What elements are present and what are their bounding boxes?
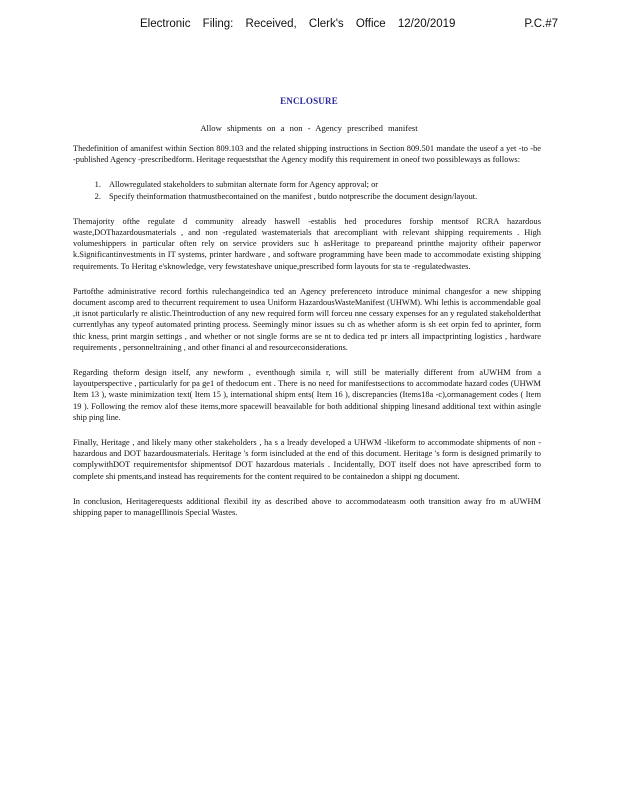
conclusion-paragraph: In conclusion, Heritagerequests additional flexibil ity as described above to accommodateasm ooth transition away fro m aUWHM shipping paper to manageIllinois Special Wastes. [73,496,541,518]
body-paragraph: Finally, Heritage , and likely many other stakeholders , ha s a lready developed a UHWM -likeform to accommodate shipments of non -hazardous and DOT hazardousmaterials. Heritage 's form isincluded at the end of this document. Heritage 's form is designed primarily to complywithDOT requirementsfor shipmentsof DOT hazardous materials . Incidentally, DOT itself does not have aprescribed form to complete shi pments,and instead has requirements for the content required to be containedon a shippi ng document. [73,438,541,481]
document-body [73,143,541,532]
intro-paragraph: Thedefinition of amanifest within Section 809.103 and the related shipping instructions in Section 809.501 mandate the useof a yet -to -be -published Agency -prescribedform. Heritage requeststhat the Agency modify this requirement in oneof two possibleways as follows: [73,144,541,165]
options-list [73,179,541,201]
document-subtitle: Allow shipments on a non - Agency prescribed manifest [200,123,418,133]
body-paragraph: Regarding theform design itself, any newform , eventhough simila r, will still be materially different from aUWHM from a layoutperspective , particularly for pa ge1 of thedocum ent . There is no need for manifestsections to accommodate hazard codes (UHWM Item 13 ), waste minimization text( Item 15 ), international shipm ents( Item 16 ), discrepancies (Items18a -c),ormanagement codes ( Item 19 ). Following the remov alof these items,more spacewill beavailable for both additional shipping linesand additional text within asingle ship ping line. [73,368,541,422]
public-comment-number: P.C.#7 [524,18,558,30]
body-paragraph: Themajority ofthe regulate d community already haswell -establis hed procedures forship mentsof RCRA hazardous waste,DOThazardousmaterials , and non -regulated wastematerials that arecompliant with relevant shipping requirements . High volumeshippers in particular often rely on service providers suc h asHeritage to prepareand printthe majority oftheir paperwor k.Significantinvestments in IT systems, printer hardware , and software programming have been made to accommodate existing shipping requirements. To Heritag e'sknowledge, very fewstateshave unique,prescribed form layouts for sta te -regulatedwastes. [73,216,541,271]
option-item: 1. Allowregulated stakeholders to submitan alternate form for Agency approval; or [103,179,541,190]
document-title: ENCLOSURE [280,96,338,106]
body-paragraph: Partofthe administrative record forthis rulechangeindica ted an Agency preferenceto introduce minimal changesfor a new shipping document ascomp ared to thecurrent requirement to usea Uniform HazardousWasteManifest (UHWM). Whi lethis is accommendable goal ,it isnot particularly re alistic.Theintroduction of any new required form will forceu nne cessary expenses for an y regulated stakeholderthat currentlyhas any typeof automated printing process. Seemingly minor issues su ch as whether aform is sh eet orpin fed to aprinter, form thic kness, print margin settings , and whether or not single forms are se nt to dedica ted pr inters all impactprinting logistics , hardware requirements , personneltraining , and other financi al and resourceconsiderations. [73,286,541,352]
filing-stamp-text: Electronic Filing: Received, Clerk's Office 12/20/2019 [140,18,456,30]
option-item: 2. Specify theinformation thatmustbecontained on the manifest , butdo notprescribe the document design/layout. [103,191,541,202]
filing-header [140,18,558,30]
